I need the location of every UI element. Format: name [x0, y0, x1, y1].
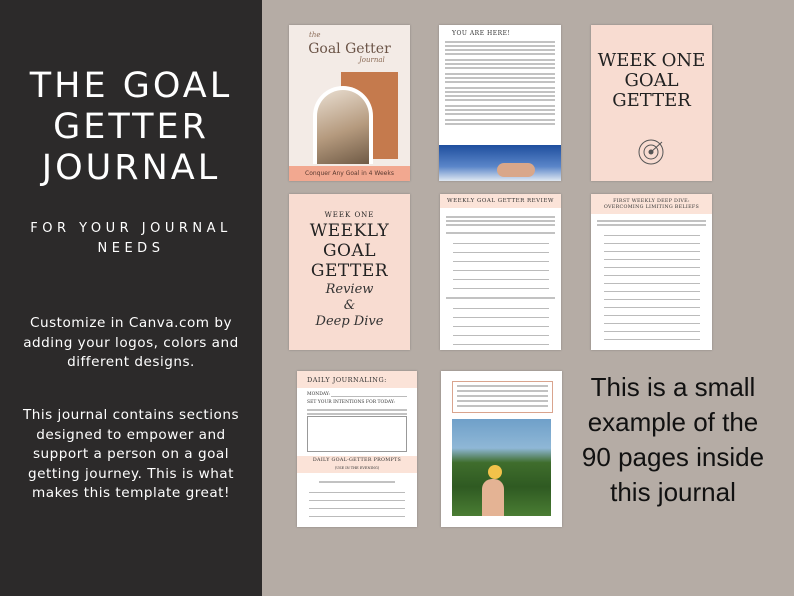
- review-lines: [440, 214, 561, 345]
- weekly-review-page: [440, 194, 561, 350]
- deep-dive-title: FIRST WEEKLY DEEP DIVE: OVERCOMING LIMITING BELIEFS: [603, 199, 700, 210]
- daily-day-label: MONDAY:: [307, 392, 330, 397]
- weekly-script-deep-dive: Deep Dive: [315, 314, 384, 329]
- hand-holding-shape: [482, 479, 504, 516]
- cover-title: Goal Getter: [308, 41, 391, 57]
- info-panel: [0, 0, 262, 596]
- cover-banner: Conquer Any Goal in 4 Weeks: [289, 166, 410, 181]
- contents-description: This journal contains sections designed to empower and support a person on a goal getting journey. This is what makes this template great!: [22, 407, 240, 501]
- review-title: WEEKLY GOAL GETTER REVIEW: [447, 198, 554, 204]
- deep-dive-page: [591, 194, 712, 350]
- daily-prompts-subtitle: (USE IN THE EVENING): [334, 466, 380, 470]
- week-one-title: WEEK ONE GOAL GETTER: [597, 50, 706, 111]
- flower-photo: [452, 419, 551, 516]
- weekly-script-review: Review: [325, 282, 374, 297]
- hand-shape: [497, 163, 535, 177]
- pages-caption: This is a small example of the 90 pages inside this journal: [581, 372, 765, 507]
- daily-prompt-lines: [297, 479, 417, 517]
- cover-arch: [313, 86, 373, 164]
- you-are-here-title: YOU ARE HERE!: [452, 30, 511, 37]
- deep-dive-lines: [591, 218, 712, 340]
- you-are-here-text: [439, 39, 561, 127]
- weekly-title: WEEKLY GOAL GETTER: [309, 221, 390, 281]
- daily-title: DAILY JOURNALING:: [307, 376, 387, 384]
- cover-page: [289, 25, 410, 181]
- photo-page: [441, 371, 562, 527]
- cover-photo: [317, 90, 369, 164]
- customize-description: Customize in Canva.com by adding your logos, colors and different designs.: [23, 315, 239, 370]
- week-one-page: [591, 25, 712, 181]
- sky-photo: [439, 145, 561, 181]
- journal-title: THE GOAL GETTER JOURNAL: [29, 66, 233, 188]
- weekly-script-amp: &: [343, 298, 356, 313]
- photo-page-text-box: [452, 381, 553, 413]
- daily-intentions-label: SET YOUR INTENTIONS FOR TODAY:: [307, 400, 395, 405]
- weekly-goal-getter-page: [289, 194, 410, 350]
- journal-subtitle: FOR YOUR JOURNAL NEEDS: [30, 221, 232, 256]
- flower-shape: [488, 465, 502, 479]
- daily-intentions-box: [307, 416, 407, 452]
- daily-day-line: [331, 396, 407, 397]
- cover-small-text: the: [309, 31, 321, 39]
- daily-prompts-title: DAILY GOAL-GETTER PROMPTS: [312, 458, 402, 463]
- daily-journaling-page: [297, 371, 417, 527]
- you-are-here-page: [439, 25, 561, 181]
- target-icon: [637, 138, 665, 166]
- weekly-kicker: WEEK ONE: [324, 211, 375, 219]
- cover-script: Journal: [359, 56, 385, 64]
